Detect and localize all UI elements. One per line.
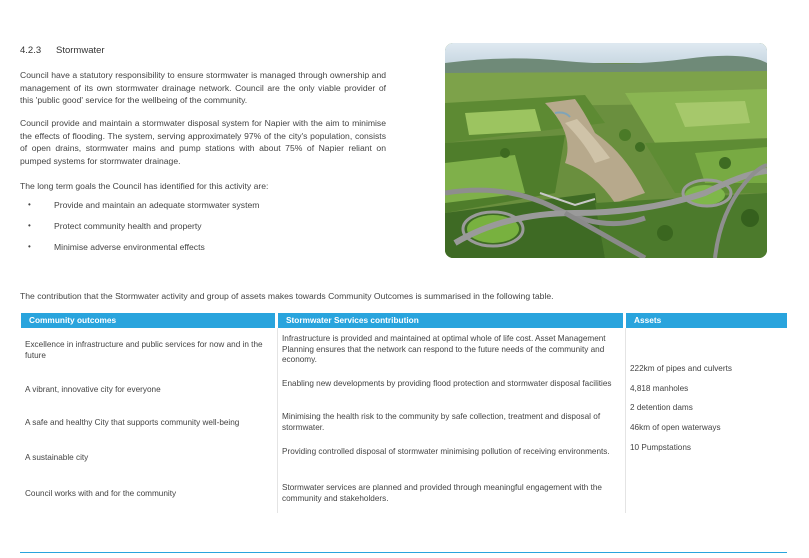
contribution-cell: Stormwater services are planned and provided through meaningful engagement with the community and stakeholders. <box>282 483 602 503</box>
column-header-assets: Assets <box>626 313 787 328</box>
outcome-cell: Council works with and for the community <box>25 489 177 498</box>
outcome-cell: Excellence in infrastructure and public services for now and in the future <box>25 340 263 360</box>
aerial-photo <box>445 43 767 258</box>
outcome-cell: A vibrant, innovative city for everyone <box>25 385 161 394</box>
paragraph-goals-intro: The long term goals the Council has identified for this activity are: <box>20 181 269 191</box>
section-title: Stormwater <box>56 45 105 56</box>
list-item: • Protect community health and property <box>28 221 202 231</box>
contribution-cell: Providing controlled disposal of stormwater minimising pollution of receiving environments. <box>282 447 610 456</box>
contribution-cell: Infrastructure is provided and maintained at optimal whole of life cost. Asset Management Planning ensures that the network can respond to the future needs of the community and economy. <box>282 334 606 364</box>
outcome-cell: A sustainable city <box>25 453 89 462</box>
column-header-outcomes: Community outcomes <box>21 313 275 328</box>
paragraph-system: Council provide and maintain a stormwater disposal system for Napier with the aim to minimise the effects of flooding. The system, serving approximately 97% of the city's population, consists of open drains, stormwater mains and pump stations with about 75% of Napier reliant on pumped systems for stormwater drainage. <box>20 118 386 166</box>
section-number: 4.2.3 <box>20 45 42 56</box>
outcome-cell: A safe and healthy City that supports community well-being <box>25 418 240 427</box>
assets-list <box>630 364 786 462</box>
asset-item: 4,818 manholes <box>630 383 689 393</box>
bullet-icon: • <box>28 242 31 251</box>
contribution-cell: Enabling new developments by providing flood protection and stormwater disposal facilities <box>282 379 612 388</box>
paragraph-statutory: Council have a statutory responsibility to ensure stormwater is managed through ownership and management of its own stormwater drainage network. Council are the only viable provider of this 'public good' service for the wellbeing of the community. <box>20 70 386 105</box>
asset-item: 222km of pipes and culverts <box>630 364 732 373</box>
section-heading <box>20 45 105 56</box>
asset-item: 10 Pumpstations <box>630 442 691 452</box>
bullet-icon: • <box>28 221 31 230</box>
bullet-icon: • <box>28 200 31 209</box>
contribution-cell: Minimising the health risk to the community by safe collection, treatment and disposal of stormwater. <box>282 412 601 432</box>
column-header-contribution: Stormwater Services contribution <box>278 313 623 328</box>
asset-item: 2 detention dams <box>630 403 693 413</box>
table-intro: The contribution that the Stormwater activity and group of assets makes towards Community Outcomes is summarised in the following table. <box>20 291 554 301</box>
goals-list <box>20 199 386 262</box>
list-item: • Provide and maintain an adequate stormwater system <box>28 200 260 210</box>
column-divider <box>277 328 278 513</box>
asset-item: 46km of open waterways <box>630 423 721 433</box>
list-item: • Minimise adverse environmental effects <box>28 242 205 252</box>
column-divider <box>625 328 626 513</box>
footer-rule <box>20 552 787 553</box>
